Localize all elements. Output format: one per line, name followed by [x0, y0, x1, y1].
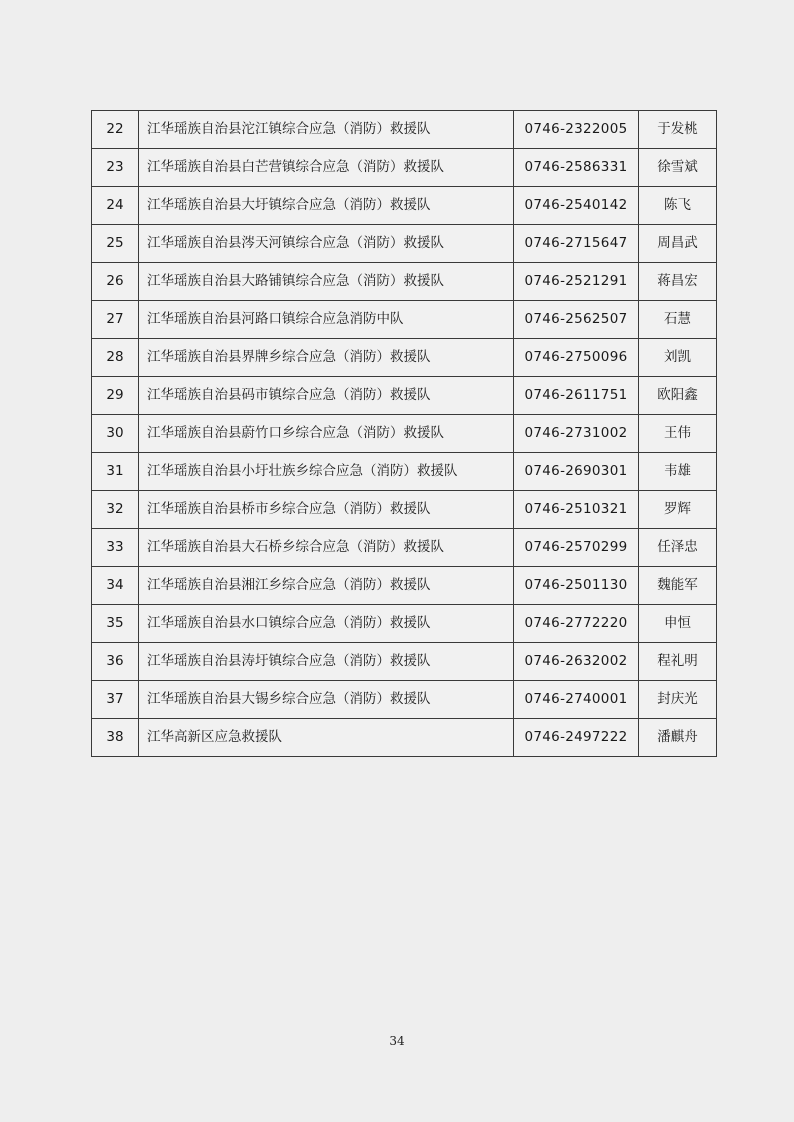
table-row [92, 415, 717, 453]
contact-person: 封庆光 [639, 681, 717, 719]
team-name: 江华瑶族自治县大路铺镇综合应急（消防）救援队 [139, 263, 514, 301]
row-number: 27 [92, 301, 139, 339]
row-number: 26 [92, 263, 139, 301]
team-name: 江华瑶族自治县涔天河镇综合应急（消防）救援队 [139, 225, 514, 263]
phone-number: 0746-2540142 [514, 187, 639, 225]
table-row [92, 377, 717, 415]
contact-person: 韦雄 [639, 453, 717, 491]
table-row [92, 681, 717, 719]
table-row [92, 339, 717, 377]
team-name: 江华瑶族自治县界牌乡综合应急（消防）救援队 [139, 339, 514, 377]
table-row [92, 453, 717, 491]
phone-number: 0746-2510321 [514, 491, 639, 529]
row-number: 35 [92, 605, 139, 643]
phone-number: 0746-2731002 [514, 415, 639, 453]
rescue-team-contact-table [91, 110, 717, 757]
contact-person: 王伟 [639, 415, 717, 453]
row-number: 22 [92, 111, 139, 149]
team-name: 江华瑶族自治县河路口镇综合应急消防中队 [139, 301, 514, 339]
row-number: 28 [92, 339, 139, 377]
phone-number: 0746-2570299 [514, 529, 639, 567]
team-name: 江华瑶族自治县桥市乡综合应急（消防）救援队 [139, 491, 514, 529]
phone-number: 0746-2562507 [514, 301, 639, 339]
team-name: 江华瑶族自治县水口镇综合应急（消防）救援队 [139, 605, 514, 643]
row-number: 30 [92, 415, 139, 453]
contact-person: 石慧 [639, 301, 717, 339]
phone-number: 0746-2501130 [514, 567, 639, 605]
row-number: 38 [92, 719, 139, 757]
contact-person: 魏能军 [639, 567, 717, 605]
phone-number: 0746-2521291 [514, 263, 639, 301]
table-row [92, 643, 717, 681]
phone-number: 0746-2772220 [514, 605, 639, 643]
phone-number: 0746-2715647 [514, 225, 639, 263]
table-row [92, 263, 717, 301]
team-name: 江华瑶族自治县码市镇综合应急（消防）救援队 [139, 377, 514, 415]
page-number: 34 [389, 1034, 405, 1048]
phone-number: 0746-2611751 [514, 377, 639, 415]
table-body [92, 111, 717, 757]
contact-person: 申恒 [639, 605, 717, 643]
team-name: 江华高新区应急救援队 [139, 719, 514, 757]
contact-person: 欧阳鑫 [639, 377, 717, 415]
phone-number: 0746-2632002 [514, 643, 639, 681]
table-row [92, 149, 717, 187]
contact-person: 陈飞 [639, 187, 717, 225]
team-name: 江华瑶族自治县蔚竹口乡综合应急（消防）救援队 [139, 415, 514, 453]
team-name: 江华瑶族自治县涛圩镇综合应急（消防）救援队 [139, 643, 514, 681]
table-row [92, 225, 717, 263]
team-name: 江华瑶族自治县沱江镇综合应急（消防）救援队 [139, 111, 514, 149]
team-name: 江华瑶族自治县大锡乡综合应急（消防）救援队 [139, 681, 514, 719]
contact-person: 徐雪斌 [639, 149, 717, 187]
row-number: 34 [92, 567, 139, 605]
phone-number: 0746-2690301 [514, 453, 639, 491]
contact-person: 于发桃 [639, 111, 717, 149]
contact-person: 程礼明 [639, 643, 717, 681]
contact-person: 蒋昌宏 [639, 263, 717, 301]
contact-person: 刘凯 [639, 339, 717, 377]
row-number: 25 [92, 225, 139, 263]
row-number: 33 [92, 529, 139, 567]
table-row [92, 529, 717, 567]
table-row [92, 111, 717, 149]
row-number: 31 [92, 453, 139, 491]
team-name: 江华瑶族自治县大圩镇综合应急（消防）救援队 [139, 187, 514, 225]
table-row [92, 491, 717, 529]
contact-person: 任泽忠 [639, 529, 717, 567]
phone-number: 0746-2322005 [514, 111, 639, 149]
row-number: 36 [92, 643, 139, 681]
phone-number: 0746-2740001 [514, 681, 639, 719]
table-row [92, 187, 717, 225]
row-number: 29 [92, 377, 139, 415]
row-number: 32 [92, 491, 139, 529]
row-number: 24 [92, 187, 139, 225]
table-row [92, 605, 717, 643]
table-row [92, 301, 717, 339]
table-row [92, 567, 717, 605]
team-name: 江华瑶族自治县小圩壮族乡综合应急（消防）救援队 [139, 453, 514, 491]
phone-number: 0746-2497222 [514, 719, 639, 757]
phone-number: 0746-2586331 [514, 149, 639, 187]
team-name: 江华瑶族自治县白芒营镇综合应急（消防）救援队 [139, 149, 514, 187]
contact-person: 周昌武 [639, 225, 717, 263]
phone-number: 0746-2750096 [514, 339, 639, 377]
team-name: 江华瑶族自治县湘江乡综合应急（消防）救援队 [139, 567, 514, 605]
contact-person: 潘麒舟 [639, 719, 717, 757]
table-row [92, 719, 717, 757]
contact-person: 罗辉 [639, 491, 717, 529]
row-number: 37 [92, 681, 139, 719]
row-number: 23 [92, 149, 139, 187]
team-name: 江华瑶族自治县大石桥乡综合应急（消防）救援队 [139, 529, 514, 567]
